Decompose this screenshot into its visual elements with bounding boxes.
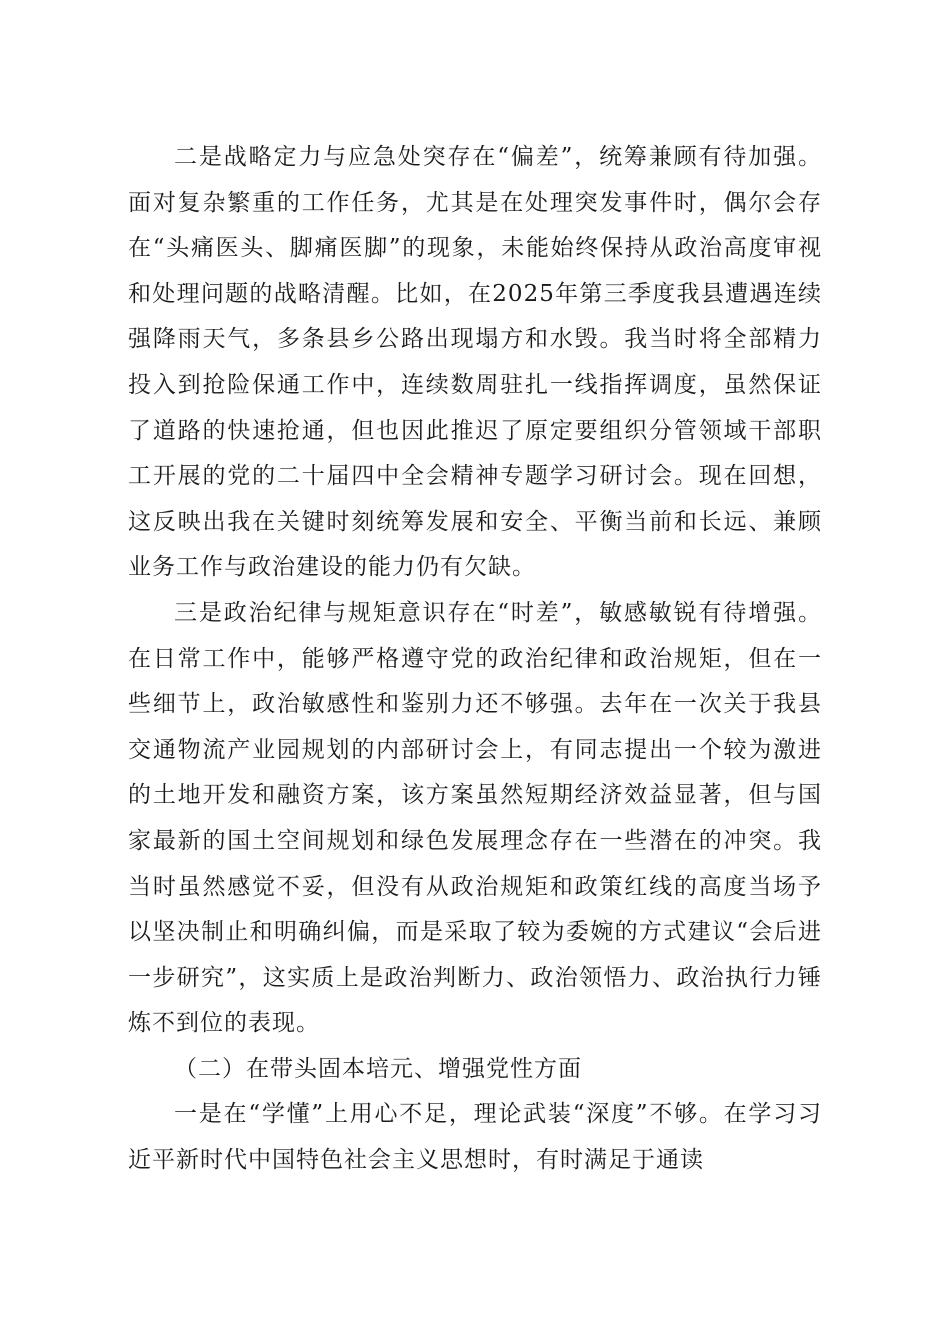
document-body bbox=[128, 135, 822, 1184]
paragraph-theory-study: 一是在“学懂”上用心不足，理论武装“深度”不够。在学习习近平新时代中国特色社会主义思想时，有时满足于通读 bbox=[128, 1101, 822, 1174]
section-heading: （二）在带头固本培元、增强党性方面 bbox=[174, 1055, 582, 1082]
paragraph-strategic-focus: 二是战略定力与应急处突存在“偏差”，统筹兼顾有待加强。面对复杂繁重的工作任务，尤其是在处理突发事件时，偶尔会存在“头痛医头、脚痛医脚”的现象，未能始终保持从政治高度审视和处理问题的战略清醒。比如，在2025年第三季度我县遭遇连续强降雨天气，多条县乡公路出现塌方和水毁。我当时将全部精力投入到抢险保通工作中，连续数周驻扎一线指挥调度，虽然保证了道路的快速抢通，但也因此推迟了原定要组织分管领域干部职工开展的党的二十届四中全会精神专题学习研讨会。现在回想，这反映出我在关键时刻统筹发展和安全、平衡当前和长远、兼顾业务工作与政治建设的能力仍有欠缺。 bbox=[128, 144, 822, 581]
paragraph-political-discipline: 三是政治纪律与规矩意识存在“时差”，敏感敏锐有待增强。在日常工作中，能够严格遵守党的政治纪律和政治规矩，但在一些细节上，政治敏感性和鉴别力还不够强。去年在一次关于我县交通物流产业园规划的内部研讨会上，有同志提出一个较为激进的土地开发和融资方案，该方案虽然短期经济效益显著，但与国家最新的国土空间规划和绿色发展理念存在一些潜在的冲突。我当时虽然感觉不妥，但没有从政治规矩和政策红线的高度当场予以坚决制止和明确纠偏，而是采取了较为委婉的方式建议“会后进一步研究”，这实质上是政治判断力、政治领悟力、政治执行力锤炼不到位的表现。 bbox=[128, 599, 822, 1037]
